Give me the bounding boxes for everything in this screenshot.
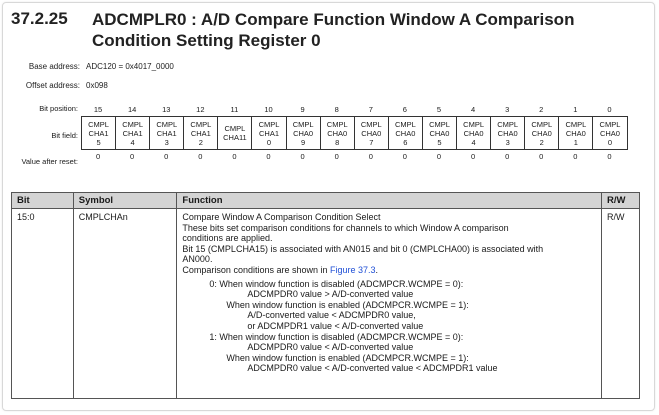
bit-field-cell bbox=[491, 117, 525, 150]
reset-value-cell: 0 bbox=[130, 152, 135, 161]
bit-field-cell bbox=[559, 117, 593, 150]
bit-field-text: CMPL bbox=[224, 124, 246, 133]
reset-value-cell: 0 bbox=[334, 152, 339, 161]
offset-address-value: 0x098 bbox=[86, 81, 108, 90]
para3-suffix: . bbox=[375, 264, 379, 275]
cell-symbol: CMPLCHAn bbox=[73, 209, 177, 399]
reset-value-cell: 0 bbox=[164, 152, 169, 161]
bit-field-text: CMPL bbox=[156, 119, 178, 129]
reset-value-cell: 0 bbox=[198, 152, 203, 161]
bit-field-text: CHA1 bbox=[190, 128, 211, 138]
bit-field-text: CHA0 bbox=[599, 128, 620, 138]
bit-field-text: 0 bbox=[266, 137, 272, 147]
bit-position-cell: 3 bbox=[505, 105, 510, 114]
bit-field-text: CHA1 bbox=[88, 128, 109, 138]
bit-field-text: CHA0 bbox=[361, 128, 382, 138]
bit-field-cell bbox=[457, 117, 491, 150]
bit-position-cell: 9 bbox=[300, 105, 305, 114]
bit-field-cell bbox=[321, 117, 355, 150]
bit-position-cell: 6 bbox=[402, 105, 407, 114]
bit-field-text: 3 bbox=[505, 137, 510, 147]
bit-field-text: CMPL bbox=[360, 119, 382, 129]
register-description-table bbox=[11, 192, 640, 399]
bit-field-text: 4 bbox=[130, 137, 135, 147]
bit-position-cell: 0 bbox=[607, 105, 612, 114]
bit-field-text: 9 bbox=[301, 137, 306, 147]
bit-field-text: CHA0 bbox=[531, 128, 552, 138]
bit-field-cell bbox=[525, 117, 559, 150]
cell-function bbox=[177, 209, 602, 399]
bit-field-cell bbox=[593, 117, 627, 150]
base-address-value: ADC120 = 0x4017_0000 bbox=[86, 62, 174, 71]
bit-position-row bbox=[81, 104, 628, 116]
bit-position-cell: 8 bbox=[334, 105, 339, 114]
bit-field-text: CMPL bbox=[531, 119, 553, 129]
bit-position-cell: 13 bbox=[162, 105, 171, 114]
bit-field-cell bbox=[218, 117, 252, 150]
condition1-disabled-head: 1: When window function is disabled (ADCMPCR.WCMPE = 0): bbox=[209, 331, 464, 342]
bit-field-text: CMPL bbox=[122, 119, 144, 129]
bit-field-row bbox=[81, 116, 628, 150]
reset-value-cell: 0 bbox=[95, 152, 101, 161]
bit-position-cell: 10 bbox=[264, 105, 273, 114]
bit-position-cell: 15 bbox=[93, 105, 103, 114]
reset-value-cell: 0 bbox=[505, 152, 510, 161]
section-number: 37.2.25 bbox=[11, 9, 68, 28]
condition0-enabled-expr1: A/D-converted value < ADCMPDR0 value, bbox=[247, 310, 416, 321]
reset-value-cell: 0 bbox=[402, 152, 407, 161]
bit-field-cell bbox=[252, 117, 286, 150]
reset-value-cell: 0 bbox=[607, 152, 612, 161]
cell-rw: R/W bbox=[602, 209, 640, 399]
bit-field-text: CHA0 bbox=[395, 128, 416, 138]
bit-field-text: CHA0 bbox=[565, 128, 586, 138]
bit-field-cell bbox=[116, 117, 150, 150]
bit-field-text: CMPL bbox=[599, 119, 621, 129]
bit-field-cell bbox=[184, 117, 218, 150]
bit-field-cell bbox=[82, 117, 116, 150]
bit-field-text: CHA11 bbox=[223, 133, 247, 142]
para3-prefix: Comparison conditions are shown in bbox=[182, 264, 330, 275]
bit-field-text: 2 bbox=[539, 137, 544, 147]
bit-field-text: CMPL bbox=[258, 119, 280, 129]
bit-field-text: 2 bbox=[198, 137, 203, 147]
bit-position-cell: 12 bbox=[196, 105, 205, 114]
bit-field-cell bbox=[389, 117, 423, 150]
reset-value-cell: 0 bbox=[232, 152, 237, 161]
bit-position-cell: 14 bbox=[127, 105, 137, 114]
bit-field-text: CMPL bbox=[497, 119, 519, 129]
bit-field-text: CMPL bbox=[565, 119, 587, 129]
bit-field-text: CMPL bbox=[463, 119, 484, 129]
condition1-disabled-expr: ADCMPDR0 value < A/D-converted value bbox=[247, 342, 414, 353]
bit-field-text: CHA0 bbox=[429, 128, 450, 138]
base-address-label: Base address: bbox=[28, 62, 80, 71]
bit-field-text: CHA0 bbox=[497, 128, 518, 138]
header-bit: Bit bbox=[12, 193, 74, 209]
bit-field-text: CHA0 bbox=[327, 128, 348, 138]
bit-field-label: Bit field: bbox=[51, 131, 78, 140]
reset-value-cell: 0 bbox=[470, 152, 476, 161]
bit-field-text: CMPL bbox=[190, 119, 212, 129]
bit-position-label: Bit position: bbox=[39, 104, 78, 113]
bit-field-text: CHA1 bbox=[156, 128, 177, 138]
header-rw: R/W bbox=[602, 193, 640, 209]
header-function: Function bbox=[177, 193, 602, 209]
reset-value-row bbox=[81, 150, 628, 164]
bit-field-text: 7 bbox=[369, 137, 374, 147]
condition1-enabled-expr: ADCMPDR0 value < A/D-converted value < ADCMPDR1 value bbox=[247, 363, 498, 374]
bit-field-cell bbox=[423, 117, 457, 150]
register-bit-diagram bbox=[81, 104, 628, 164]
bit-field-text: 5 bbox=[96, 137, 101, 147]
bit-field-text: 3 bbox=[164, 137, 169, 147]
condition0-disabled-head: 0: When window function is disabled (ADCMPCR.WCMPE = 0): bbox=[209, 278, 464, 289]
header-symbol: Symbol bbox=[73, 193, 177, 209]
function-para1-b: conditions are applied. bbox=[182, 233, 273, 244]
bit-field-cell bbox=[355, 117, 389, 150]
bit-position-cell: 5 bbox=[436, 105, 442, 114]
offset-address-label: Offset address: bbox=[25, 81, 80, 90]
function-para1-a: These bits set comparison conditions for channels to which Window A comparison bbox=[182, 222, 509, 233]
bit-field-text: 8 bbox=[335, 137, 340, 147]
figure-link[interactable]: Figure 37.3 bbox=[330, 264, 376, 275]
reset-value-cell: 0 bbox=[368, 152, 373, 161]
bit-field-text: CHA0 bbox=[293, 128, 314, 138]
bit-field-text: CMPL bbox=[292, 119, 314, 129]
bit-field-text: CMPL bbox=[326, 119, 348, 129]
bit-field-text: 1 bbox=[573, 137, 578, 147]
reset-value-cell: 0 bbox=[436, 152, 442, 161]
bit-field-cell bbox=[150, 117, 184, 150]
cell-bit: 15:0 bbox=[12, 209, 74, 399]
bit-field-text: CMPL bbox=[88, 119, 109, 129]
bit-field-text: CMPL bbox=[429, 119, 450, 129]
reset-value-cell: 0 bbox=[573, 152, 578, 161]
bit-field-text: 6 bbox=[403, 137, 408, 147]
function-title: Compare Window A Comparison Condition Select bbox=[182, 212, 381, 222]
section-title: ADCMPLR0 : A/D Compare Function Window A Comparison Condition Setting Register 0 bbox=[92, 10, 575, 50]
condition0-disabled-expr: ADCMPDR0 value > A/D-converted value bbox=[247, 289, 414, 300]
bit-position-cell: 2 bbox=[539, 105, 544, 114]
condition1-enabled-head: When window function is enabled (ADCMPCR.WCMPE = 1): bbox=[226, 352, 469, 363]
bit-position-cell: 11 bbox=[230, 105, 239, 114]
reset-value-label: Value after reset: bbox=[21, 157, 78, 166]
function-para2-a: Bit 15 (CMPLCHA15) is associated with AN015 and bit 0 (CMPLCHA00) is associated with bbox=[182, 243, 544, 254]
bit-field-text: 4 bbox=[471, 137, 476, 147]
bit-position-cell: 4 bbox=[470, 105, 476, 114]
reset-value-cell: 0 bbox=[266, 152, 271, 161]
table-row bbox=[12, 209, 640, 399]
reset-value-cell: 0 bbox=[300, 152, 305, 161]
bit-field-text: 5 bbox=[437, 137, 442, 147]
reset-value-cell: 0 bbox=[539, 152, 544, 161]
bit-field-text: CHA1 bbox=[259, 128, 280, 138]
function-para2-b: AN000. bbox=[182, 254, 213, 265]
function-para3 bbox=[182, 265, 596, 276]
bit-position-cell: 1 bbox=[573, 105, 578, 114]
bit-field-text: CHA1 bbox=[122, 128, 143, 138]
bit-field-text: CMPL bbox=[394, 119, 416, 129]
condition0-enabled-expr2: or ADCMPDR1 value < A/D-converted value bbox=[247, 320, 424, 331]
bit-field-cell bbox=[287, 117, 321, 150]
condition0-enabled-head: When window function is enabled (ADCMPCR.WCMPE = 1): bbox=[226, 299, 469, 310]
bit-position-cell: 7 bbox=[368, 105, 373, 114]
bit-field-text: CHA0 bbox=[463, 128, 484, 138]
bit-field-text: 0 bbox=[607, 137, 613, 147]
